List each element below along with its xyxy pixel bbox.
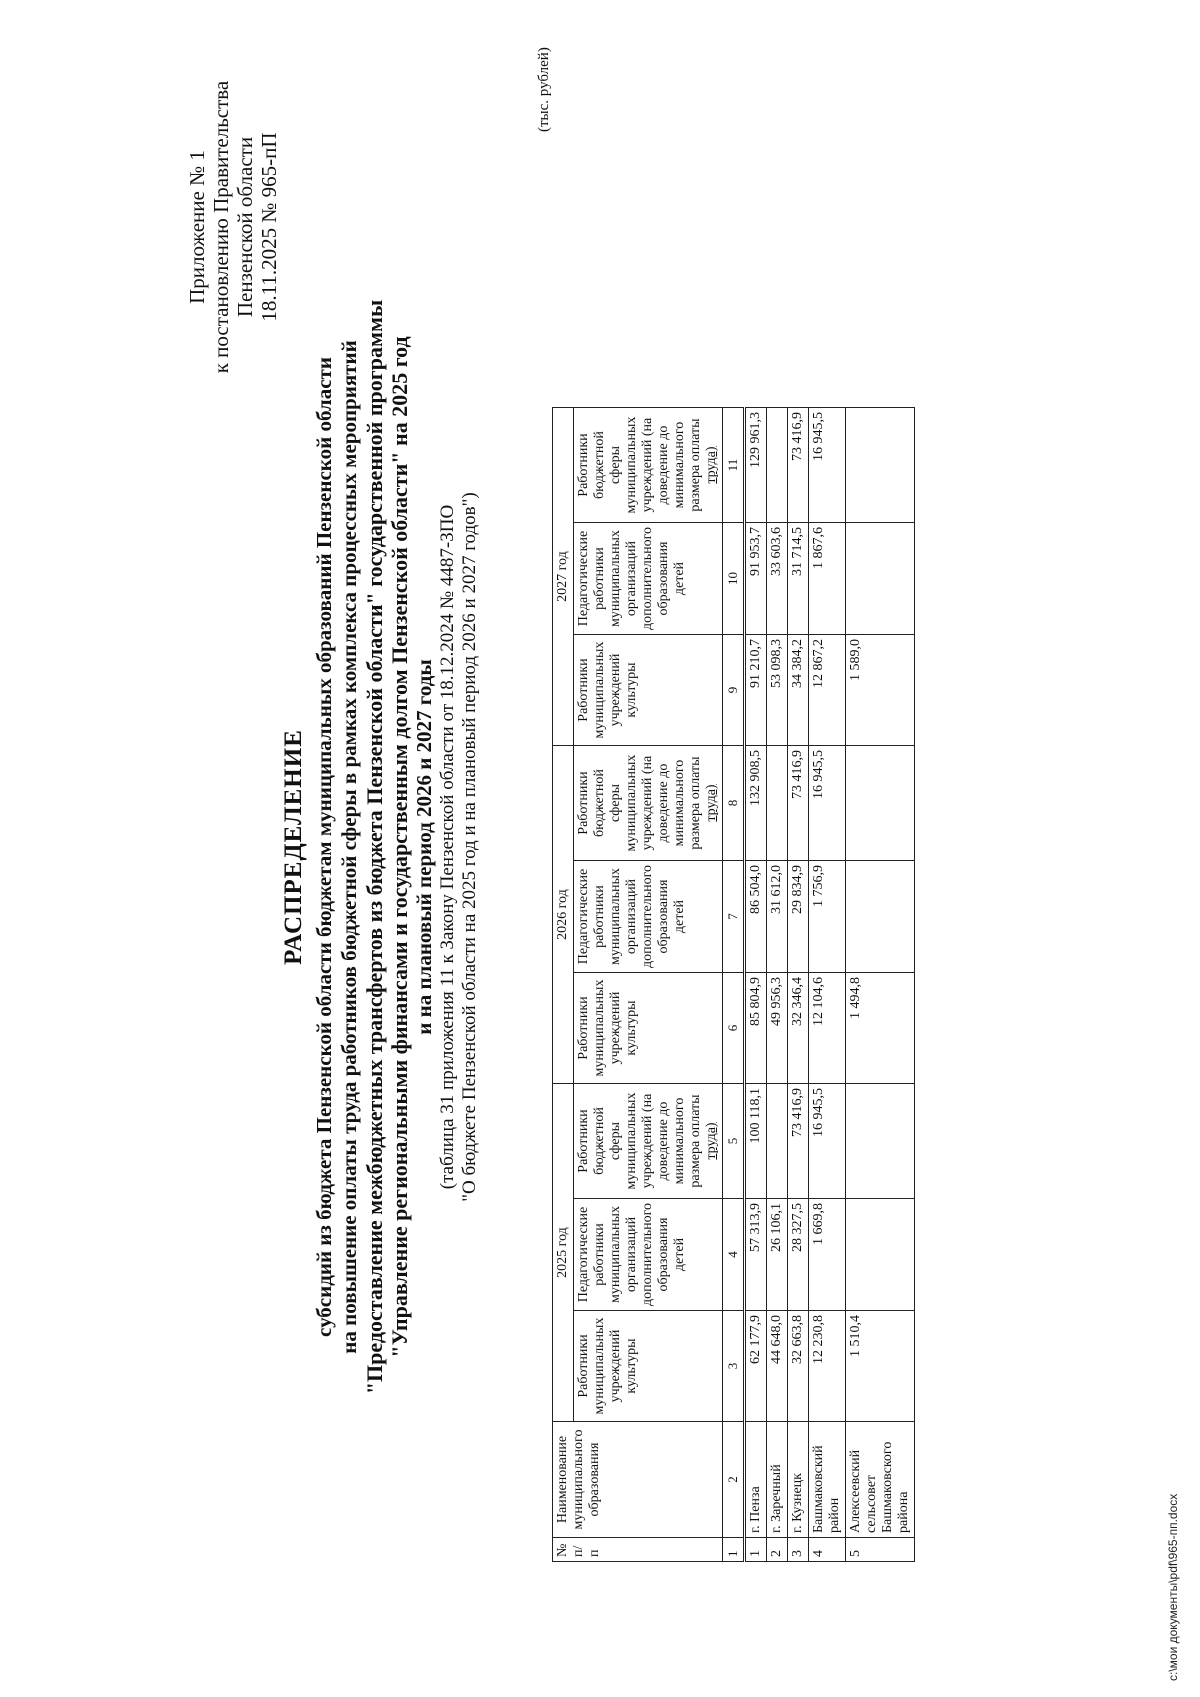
row-value: 85 804,9 xyxy=(745,973,767,1084)
units-label: (тыс. рублей) xyxy=(536,47,552,132)
row-value xyxy=(767,1084,788,1199)
colnum-5: 5 xyxy=(723,1084,745,1199)
subtitle-line-3: "Предоставление межбюджетных трансфертов из бюджета Пензенской области" государственной программы xyxy=(362,299,387,1395)
document-title: РАСПРЕДЕЛЕНИЕ xyxy=(280,729,307,965)
header-teachers-2027: Педагогические работники муниципальных организаций дополнительного образования детей xyxy=(574,523,723,635)
row-value: 57 313,9 xyxy=(745,1199,767,1311)
row-value xyxy=(846,746,915,861)
row-value: 91 210,7 xyxy=(745,635,767,746)
row-value: 1 756,9 xyxy=(809,861,846,973)
row-value: 32 346,4 xyxy=(788,973,809,1084)
header-budget-2025-end: труда) xyxy=(704,1122,719,1160)
row-value: 12 104,6 xyxy=(809,973,846,1084)
row-value: 16 945,5 xyxy=(809,408,846,523)
colnum-9: 9 xyxy=(723,635,745,746)
table-row xyxy=(788,408,809,1562)
header-budget-2026-text: Работники бюджетной сферы муниципальных учреждений (на доведение до минимального размера оплаты xyxy=(576,754,703,852)
column-number-row xyxy=(723,408,745,1562)
row-value xyxy=(846,408,915,523)
header-culture-2027: Работники муниципальных учреждений культуры xyxy=(574,635,723,746)
row-name: г. Заречный xyxy=(767,1422,788,1538)
row-value: 73 416,9 xyxy=(788,408,809,523)
row-value: 100 118,1 xyxy=(745,1084,767,1199)
row-value: 1 669,8 xyxy=(809,1199,846,1311)
subtitle-line-1: субсидий из бюджета Пензенской области бюджетам муниципальных образований Пензенской области xyxy=(312,357,336,1337)
row-number: 1 xyxy=(745,1538,767,1562)
row-value: 12 230,8 xyxy=(809,1311,846,1422)
file-path-footer: c:\мои документы\pdf\965-пп.docx xyxy=(1166,1493,1180,1681)
colnum-11: 11 xyxy=(723,408,745,523)
row-value xyxy=(846,523,915,635)
header-row-years xyxy=(553,408,574,1562)
header-budget-2025 xyxy=(574,1084,723,1199)
approval-line-4: 18.11.2025 № 965-пП xyxy=(257,132,281,322)
header-budget-2027-end: труда) xyxy=(704,446,719,484)
approval-line-2: к постановлению Правительства xyxy=(209,80,233,374)
subtitle-line-2: на повышение оплаты труда работников бюджетной сферы в рамках комплекса процессных мероприятий xyxy=(337,340,361,1354)
row-value: 33 603,6 xyxy=(767,523,788,635)
row-value: 49 956,3 xyxy=(767,973,788,1084)
note-line-1: (таблица 31 приложения 11 к Закону Пензенской области от 18.12.2024 № 4487-ЗПО xyxy=(437,504,458,1190)
row-value xyxy=(846,861,915,973)
subtitle-line-4: "Управление региональными финансами и государственным долгом Пензенской области" на 2025 год xyxy=(387,336,412,1358)
subsidy-table xyxy=(552,407,915,1562)
row-name: г. Пенза xyxy=(745,1422,767,1538)
colnum-4: 4 xyxy=(723,1199,745,1311)
header-teachers-2026: Педагогические работники муниципальных организаций дополнительного образования детей xyxy=(574,861,723,973)
header-name: Наименование муниципального образования xyxy=(553,1422,723,1538)
row-value: 26 106,1 xyxy=(767,1199,788,1311)
row-value: 91 953,7 xyxy=(745,523,767,635)
header-teachers-2025: Педагогические работники муниципальных организаций дополнительного образования детей xyxy=(574,1199,723,1311)
row-value: 29 834,9 xyxy=(788,861,809,973)
row-value: 86 504,0 xyxy=(745,861,767,973)
row-value: 62 177,9 xyxy=(745,1311,767,1422)
colnum-6: 6 xyxy=(723,973,745,1084)
header-culture-2026: Работники муниципальных учреждений культуры xyxy=(574,973,723,1084)
row-value: 73 416,9 xyxy=(788,746,809,861)
header-row-categories xyxy=(574,408,723,1562)
row-value: 1 494,8 xyxy=(846,973,915,1084)
header-budget-2026-end: труда) xyxy=(704,784,719,822)
row-value: 34 384,2 xyxy=(788,635,809,746)
colnum-7: 7 xyxy=(723,861,745,973)
row-value: 129 961,3 xyxy=(745,408,767,523)
title-block xyxy=(280,97,481,1597)
header-num: № п/п xyxy=(553,1538,723,1562)
row-value xyxy=(846,1084,915,1199)
row-value: 31 612,0 xyxy=(767,861,788,973)
header-budget-2026 xyxy=(574,746,723,861)
row-value: 28 327,5 xyxy=(788,1199,809,1311)
header-year-2026: 2026 год xyxy=(553,746,574,1084)
row-value: 16 945,5 xyxy=(809,746,846,861)
note-line-2: "О бюджете Пензенской области на 2025 год и на плановый период 2026 и 2027 годов") xyxy=(459,492,480,1202)
row-name: Башмаковский район xyxy=(809,1422,846,1538)
row-value: 32 663,8 xyxy=(788,1311,809,1422)
table-row xyxy=(745,408,767,1562)
colnum-2: 2 xyxy=(723,1422,745,1538)
header-budget-2027 xyxy=(574,408,723,523)
row-value: 1 510,4 xyxy=(846,1311,915,1422)
approval-block xyxy=(185,27,281,427)
header-year-2027: 2027 год xyxy=(553,408,574,746)
row-name: г. Кузнецк xyxy=(788,1422,809,1538)
approval-line-3: Пензенской области xyxy=(233,136,257,318)
row-name: Алексеевский сельсовет Башмаковского района xyxy=(846,1422,915,1538)
subtitle-line-5: и на плановый период 2026 и 2027 годы xyxy=(412,659,436,1035)
row-value: 1 867,6 xyxy=(809,523,846,635)
row-value: 132 908,5 xyxy=(745,746,767,861)
row-value xyxy=(767,746,788,861)
colnum-1: 1 xyxy=(723,1538,745,1562)
row-number: 4 xyxy=(809,1538,846,1562)
row-value: 1 589,0 xyxy=(846,635,915,746)
row-value xyxy=(846,1199,915,1311)
colnum-10: 10 xyxy=(723,523,745,635)
header-budget-2025-text: Работники бюджетной сферы муниципальных учреждений (на доведение до минимального размера оплаты xyxy=(576,1092,703,1190)
colnum-8: 8 xyxy=(723,746,745,861)
header-culture-2025: Работники муниципальных учреждений культуры xyxy=(574,1311,723,1422)
row-value: 73 416,9 xyxy=(788,1084,809,1199)
row-number: 2 xyxy=(767,1538,788,1562)
table-row xyxy=(846,408,915,1562)
row-value xyxy=(767,408,788,523)
row-value: 53 098,3 xyxy=(767,635,788,746)
table-row xyxy=(809,408,846,1562)
row-number: 5 xyxy=(846,1538,915,1562)
row-value: 31 714,5 xyxy=(788,523,809,635)
header-budget-2027-text: Работники бюджетной сферы муниципальных учреждений (на доведение до минимального размера оплаты xyxy=(576,416,703,514)
row-value: 12 867,2 xyxy=(809,635,846,746)
row-value: 44 648,0 xyxy=(767,1311,788,1422)
colnum-3: 3 xyxy=(723,1311,745,1422)
row-number: 3 xyxy=(788,1538,809,1562)
approval-line-1: Приложение № 1 xyxy=(185,150,209,304)
header-year-2025: 2025 год xyxy=(553,1084,574,1422)
row-value: 16 945,5 xyxy=(809,1084,846,1199)
table-row xyxy=(767,408,788,1562)
